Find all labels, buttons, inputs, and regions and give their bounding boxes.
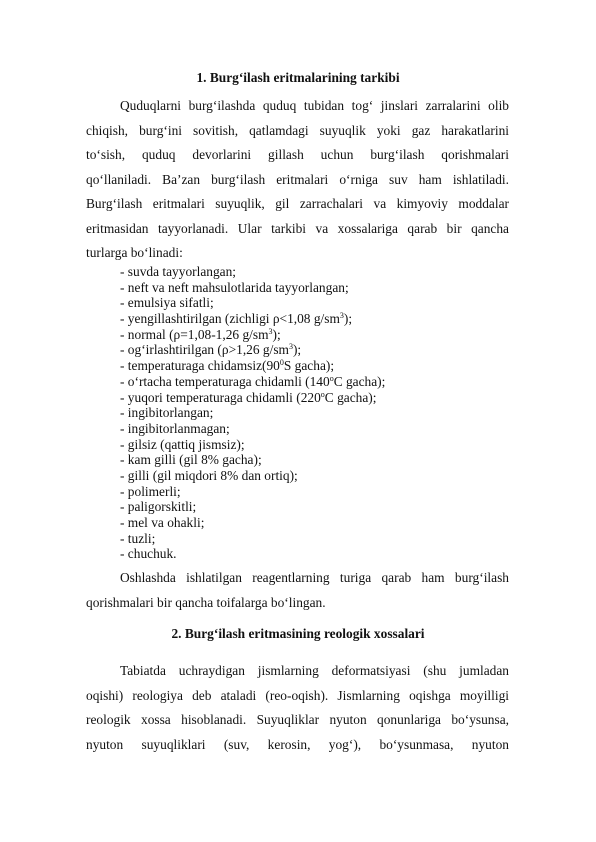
- list-item: - yengillashtirilgan (zichligi ρ<1,08 $g/sm^3$);: [120, 311, 353, 327]
- text-line: Tabiatda uchraydigan jismlarning deformatsiyasi (shu jumladan: [120, 663, 509, 678]
- list-item: - emulsiya sifatli;: [120, 295, 214, 311]
- text-line: chiqish, burg‘ini sovitish, qatlamdagi suyuqlik yoki gaz harakatlarini: [86, 122, 509, 138]
- list-item: - suvda tayyorlangan;: [120, 264, 237, 279]
- text-line: eritmasidan tayyorlanadi. Ular tarkibi va xossalariga qarab bir qancha: [86, 220, 509, 236]
- list-item: - og‘irlashtirilgan (ρ>1,26 $g/sm^3$);: [120, 342, 302, 358]
- text-line: to‘sish, quduq devorlarini gillash uchun burg‘ilash qorishmalari: [86, 147, 509, 162]
- text-line: qo‘llaniladi. Ba’zan burg‘ilash eritmalari o‘rniga suv ham ishlatiladi.: [86, 171, 509, 187]
- list-item: - temperaturaga $chidamsiz(90^0S$ gacha);: [120, 358, 335, 374]
- list-item: - tuzli;: [120, 530, 156, 546]
- list-item: - o‘rtacha temperaturaga chidamli (140$^o$C gacha);: [120, 373, 386, 389]
- text-line: Burg‘ilash eritmalari suyuqlik, gil zarrachalari va kimyoviy moddalar: [86, 196, 509, 211]
- list-item: - ingibitorlanmagan;: [120, 420, 230, 436]
- list-item: - chuchuk.: [120, 546, 177, 562]
- section1-title: 1. Burg‘ilash eritmalarining tarkibi: [196, 70, 400, 85]
- section2-title: 2. Burg‘ilash eritmasining reologik xossalari: [171, 626, 425, 641]
- text-line: turlarga bo‘linadi:: [86, 245, 183, 260]
- list-item: - gilli (gil miqdori 8% dan ortiq);: [120, 467, 298, 483]
- list-item: - normal (ρ=1,08-1,26 $g/sm^3$);: [120, 326, 281, 342]
- section2-paragraph1: [86, 659, 509, 757]
- text-line: nyuton suyuqliklari (suv, kerosin, yog‘), bo‘ysunmasa, nyuton: [86, 736, 509, 752]
- list-item: - paligorskitli;: [120, 499, 197, 515]
- section1-paragraph2: [86, 566, 509, 615]
- list-item: - gilsiz (qattiq jismsiz);: [120, 436, 245, 452]
- text-line: Oshlashda ishlatilgan reagentlarning turiga qarab ham burg‘ilash: [120, 570, 509, 585]
- list-item: - mel va ohakli;: [120, 515, 205, 530]
- list-item: - polimerli;: [120, 483, 181, 499]
- text-line: reologik xossa hisoblanadi. Suyuqliklar nyuton qonunlariga bo‘ysunsa,: [86, 712, 509, 727]
- list-item: - neft va neft mahsulotlarida tayyorlangan;: [120, 279, 349, 295]
- text-line: Quduqlarni burg‘ilashda quduq tubidan tog‘ jinslari zarralarini olib: [120, 98, 509, 113]
- text-line: qorishmalari bir qancha toifalarga bo‘lingan.: [86, 594, 326, 610]
- section1-paragraph1: [86, 94, 509, 266]
- list-item: - kam gilli (gil 8% gacha);: [120, 452, 262, 468]
- text-line: oqishi) reologiya deb ataladi (reo-oqish). Jismlarning oqishga moyilligi: [86, 687, 509, 703]
- list-item: - ingibitorlangan;: [120, 405, 214, 421]
- list-item: - yuqori temperaturaga chidamli (220$^o$C gacha);: [120, 389, 377, 405]
- drilling-fluid-types-list: [120, 264, 520, 562]
